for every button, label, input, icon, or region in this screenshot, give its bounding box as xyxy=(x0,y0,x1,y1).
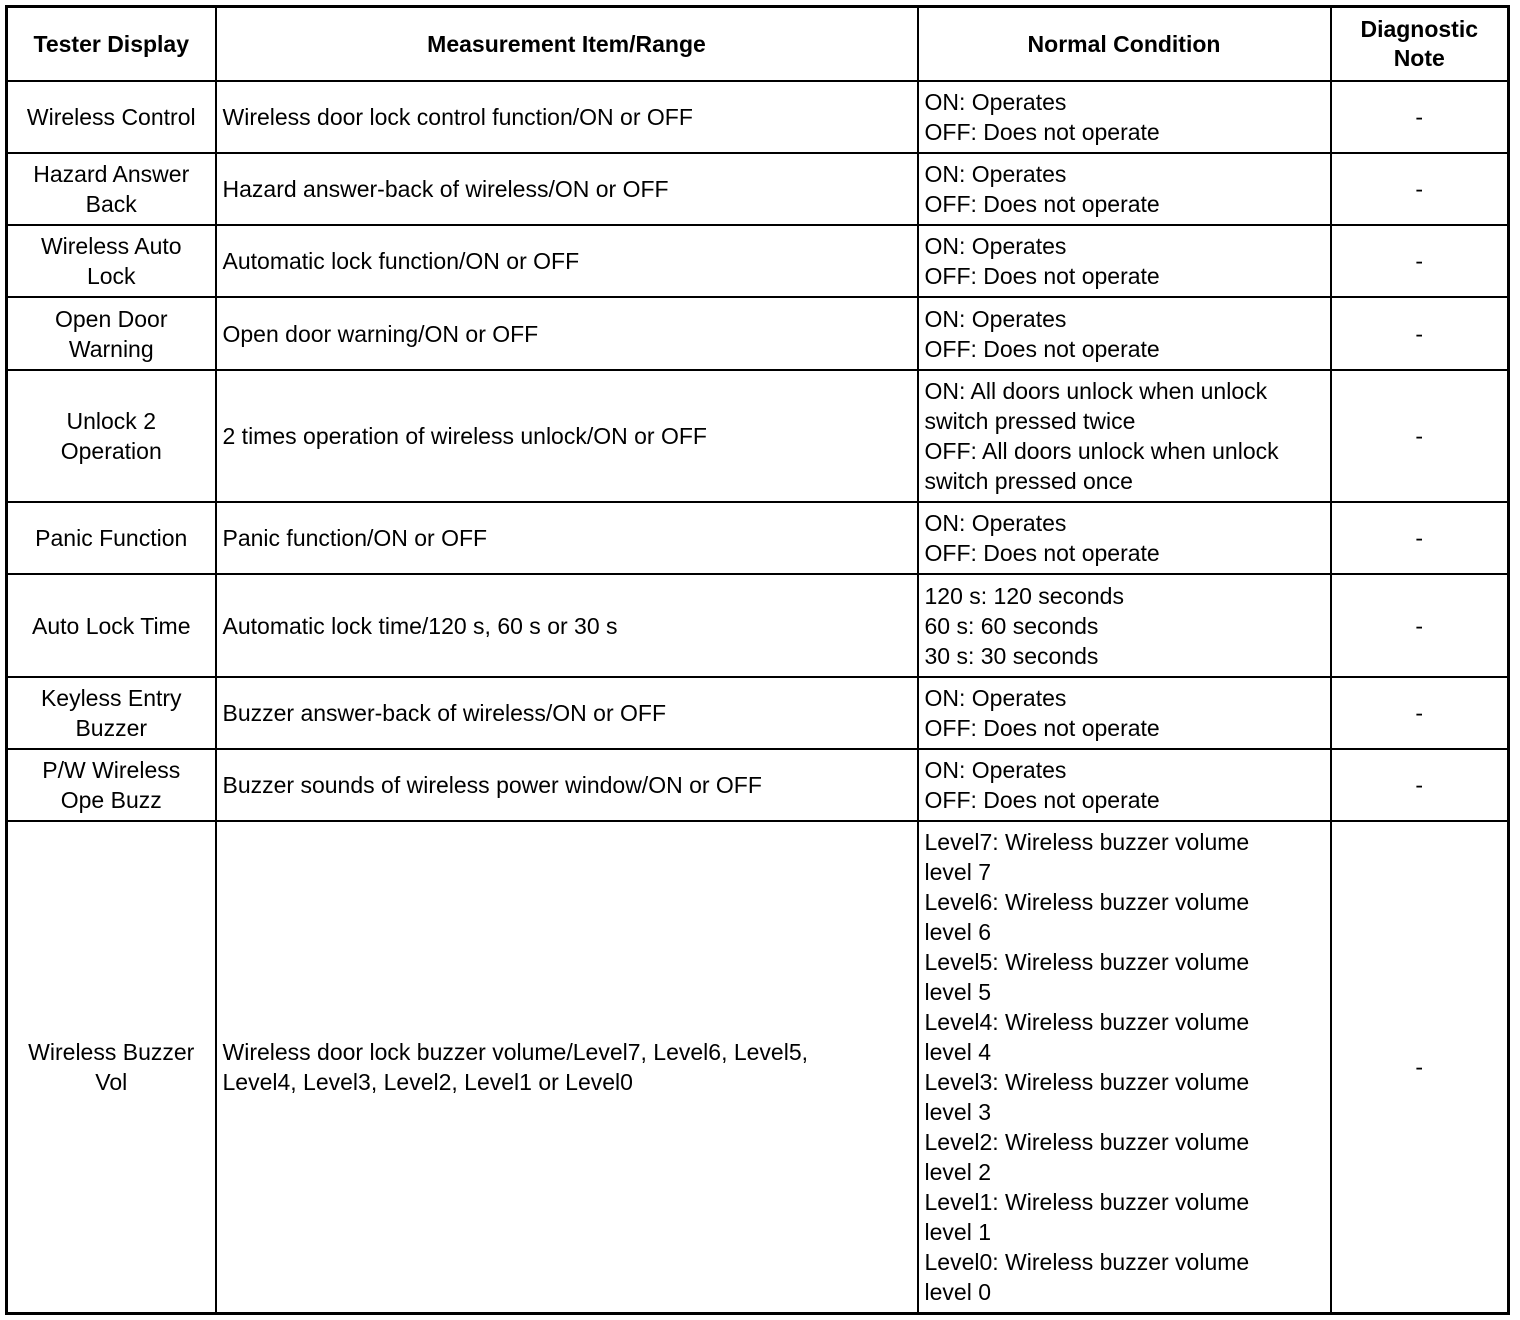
diagnostic-note-cell: - xyxy=(1331,297,1509,370)
normal-condition-cell xyxy=(918,370,1331,502)
normal-condition-line: Level2: Wireless buzzer volume xyxy=(924,1128,1250,1155)
normal-condition-line: level 1 xyxy=(924,1218,991,1245)
tester-display-line: Panic Function xyxy=(35,525,188,551)
table-row xyxy=(7,297,1509,370)
normal-condition-cell xyxy=(918,81,1331,153)
tester-display-line: Hazard Answer xyxy=(33,161,190,187)
normal-condition-line: OFF: Does not operate xyxy=(924,263,1160,289)
tester-display-line: Ope Buzz xyxy=(60,787,162,813)
diagnostic-data-table xyxy=(5,5,1510,1315)
normal-condition-line: level 6 xyxy=(924,918,991,945)
measurement-item-line: Hazard answer-back of wireless/ON or OFF xyxy=(222,176,669,202)
tester-display-line: P/W Wireless xyxy=(42,757,181,783)
normal-condition-line: Level6: Wireless buzzer volume xyxy=(924,888,1250,915)
header-diagnostic-note-line: Note xyxy=(1393,45,1445,71)
diagnostic-note-cell: - xyxy=(1331,81,1509,153)
normal-condition-line: OFF: Does not operate xyxy=(924,787,1160,813)
tester-display-cell xyxy=(7,81,216,153)
table-row xyxy=(7,749,1509,821)
normal-condition-line: switch pressed once xyxy=(924,468,1133,494)
diagnostic-note-cell: - xyxy=(1331,370,1509,502)
tester-display-line: Wireless Control xyxy=(26,104,196,130)
tester-display-cell xyxy=(7,153,216,225)
normal-condition-line: OFF: Does not operate xyxy=(924,335,1160,362)
normal-condition-cell xyxy=(918,225,1331,297)
tester-display-line: Operation xyxy=(60,438,162,464)
diagnostic-note-cell: - xyxy=(1331,749,1509,821)
tester-display-line: Vol xyxy=(95,1068,128,1095)
table-row xyxy=(7,821,1509,1313)
normal-condition-cell xyxy=(918,821,1331,1313)
normal-condition-line: Level4: Wireless buzzer volume xyxy=(924,1008,1250,1035)
normal-condition-line: 120 s: 120 seconds xyxy=(924,582,1124,609)
normal-condition-line: ON: Operates xyxy=(924,89,1067,115)
tester-display-line: Wireless Buzzer xyxy=(28,1038,195,1065)
normal-condition-line: OFF: Does not operate xyxy=(924,540,1160,566)
normal-condition-line: OFF: All doors unlock when unlock xyxy=(924,438,1279,464)
tester-display-cell xyxy=(7,749,216,821)
normal-condition-cell xyxy=(918,749,1331,821)
measurement-item-cell xyxy=(216,749,918,821)
tester-display-line: Auto Lock Time xyxy=(31,612,191,639)
diagnostic-note-cell: - xyxy=(1331,225,1509,297)
tester-display-cell xyxy=(7,297,216,370)
normal-condition-line: level 7 xyxy=(924,858,991,885)
measurement-item-line: Automatic lock time/120 s, 60 s or 30 s xyxy=(222,612,618,639)
normal-condition-line: level 0 xyxy=(924,1278,991,1305)
measurement-item-line: Buzzer answer-back of wireless/ON or OFF xyxy=(222,700,667,726)
header-row xyxy=(7,7,1509,82)
tester-display-cell xyxy=(7,677,216,749)
diagnostic-note-cell: - xyxy=(1331,821,1509,1313)
diagnostic-note-cell: - xyxy=(1331,677,1509,749)
normal-condition-line: ON: All doors unlock when unlock xyxy=(924,378,1268,404)
normal-condition-line: OFF: Does not operate xyxy=(924,119,1160,145)
normal-condition-line: ON: Operates xyxy=(924,510,1067,536)
table-row xyxy=(7,370,1509,502)
normal-condition-line: OFF: Does not operate xyxy=(924,191,1160,217)
tester-display-cell xyxy=(7,574,216,677)
tester-display-line: Unlock 2 xyxy=(66,408,156,434)
diagnostic-note-cell: - xyxy=(1331,153,1509,225)
normal-condition-cell xyxy=(918,574,1331,677)
normal-condition-line: ON: Operates xyxy=(924,757,1067,783)
measurement-item-cell xyxy=(216,574,918,677)
normal-condition-line: level 5 xyxy=(924,978,991,1005)
tester-display-cell xyxy=(7,370,216,502)
normal-condition-line: ON: Operates xyxy=(924,685,1067,711)
normal-condition-line: switch pressed twice xyxy=(924,408,1136,434)
normal-condition-cell xyxy=(918,153,1331,225)
measurement-item-cell xyxy=(216,81,918,153)
normal-condition-line: level 3 xyxy=(924,1098,991,1125)
header-measurement-item-range: Measurement Item/Range xyxy=(216,7,918,82)
normal-condition-line: ON: Operates xyxy=(924,305,1067,332)
table-row xyxy=(7,81,1509,153)
header-diagnostic-note xyxy=(1331,7,1509,82)
table-body xyxy=(7,81,1509,1313)
normal-condition-line: Level3: Wireless buzzer volume xyxy=(924,1068,1250,1095)
normal-condition-line: Level5: Wireless buzzer volume xyxy=(924,948,1250,975)
normal-condition-line: Level0: Wireless buzzer volume xyxy=(924,1248,1250,1275)
normal-condition-cell xyxy=(918,677,1331,749)
measurement-item-line: 2 times operation of wireless unlock/ON or OFF xyxy=(222,423,707,449)
measurement-item-cell xyxy=(216,297,918,370)
normal-condition-line: 30 s: 30 seconds xyxy=(924,642,1099,669)
table-row xyxy=(7,225,1509,297)
tester-display-cell xyxy=(7,225,216,297)
header-normal-condition: Normal Condition xyxy=(918,7,1331,82)
measurement-item-line: Wireless door lock control function/ON or OFF xyxy=(222,104,693,130)
tester-display-line: Back xyxy=(85,191,137,217)
normal-condition-cell xyxy=(918,502,1331,574)
measurement-item-line: Automatic lock function/ON or OFF xyxy=(222,248,580,274)
measurement-item-cell xyxy=(216,821,918,1313)
table-row xyxy=(7,153,1509,225)
tester-display-line: Buzzer xyxy=(75,715,148,741)
header-diagnostic-note-line: Diagnostic xyxy=(1360,16,1479,42)
measurement-item-cell xyxy=(216,677,918,749)
normal-condition-line: ON: Operates xyxy=(924,233,1067,259)
normal-condition-line: level 2 xyxy=(924,1158,991,1185)
measurement-item-line: Wireless door lock buzzer volume/Level7, Level6, Level5, xyxy=(222,1038,809,1065)
normal-condition-line: OFF: Does not operate xyxy=(924,715,1160,741)
measurement-item-cell xyxy=(216,225,918,297)
tester-display-line: Warning xyxy=(68,335,154,362)
tester-display-line: Open Door xyxy=(54,305,168,332)
normal-condition-line: level 4 xyxy=(924,1038,991,1065)
table-row xyxy=(7,574,1509,677)
normal-condition-line: Level1: Wireless buzzer volume xyxy=(924,1188,1250,1215)
normal-condition-line: 60 s: 60 seconds xyxy=(924,612,1099,639)
tester-display-line: Lock xyxy=(86,263,136,289)
measurement-item-line: Panic function/ON or OFF xyxy=(222,525,488,551)
diagnostic-note-cell: - xyxy=(1331,574,1509,677)
tester-display-cell xyxy=(7,502,216,574)
measurement-item-cell xyxy=(216,502,918,574)
measurement-item-line: Buzzer sounds of wireless power window/ON or OFF xyxy=(222,772,762,798)
normal-condition-line: Level7: Wireless buzzer volume xyxy=(924,828,1250,855)
measurement-item-line: Open door warning/ON or OFF xyxy=(222,320,539,347)
measurement-item-cell xyxy=(216,153,918,225)
diagnostic-note-cell: - xyxy=(1331,502,1509,574)
measurement-item-line: Level4, Level3, Level2, Level1 or Level0 xyxy=(222,1068,633,1095)
normal-condition-cell xyxy=(918,297,1331,370)
tester-display-cell xyxy=(7,821,216,1313)
header-tester-display: Tester Display xyxy=(7,7,216,82)
table-row xyxy=(7,502,1509,574)
tester-display-line: Keyless Entry xyxy=(40,685,182,711)
measurement-item-cell xyxy=(216,370,918,502)
normal-condition-line: ON: Operates xyxy=(924,161,1067,187)
table-row xyxy=(7,677,1509,749)
tester-display-line: Wireless Auto xyxy=(40,233,182,259)
